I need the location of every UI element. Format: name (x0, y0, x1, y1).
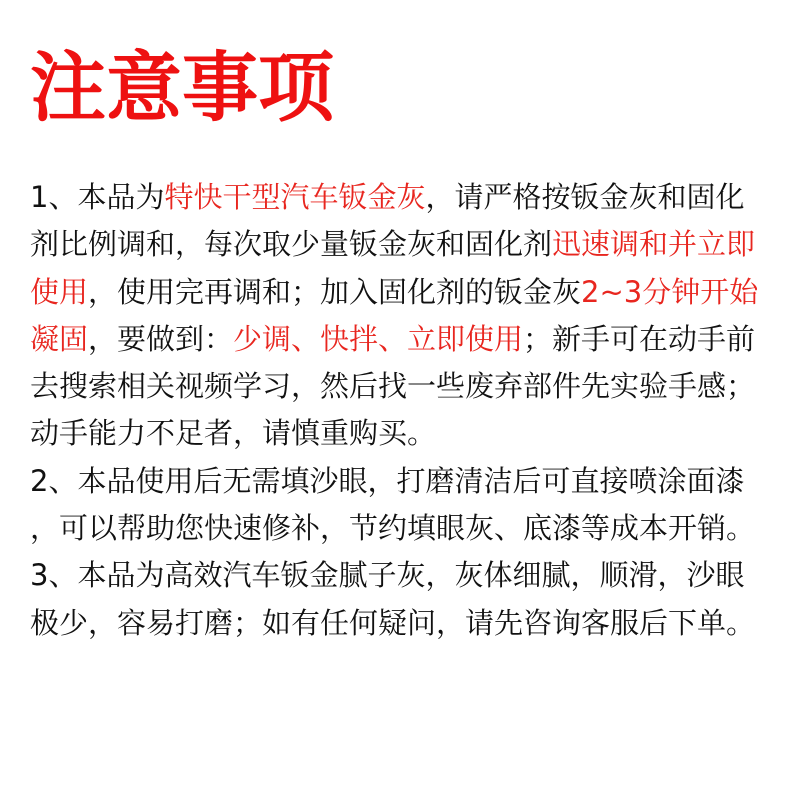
notice-line (30, 458, 780, 505)
notice-body (30, 174, 780, 647)
notice-text: 剂比例调和，每次取少量钣金灰和固化剂 (30, 227, 553, 262)
notice-text: ，可以帮助您快速修补，节约填眼灰、底漆等成本开销。 (30, 511, 756, 546)
notice-line (30, 174, 780, 221)
notice-line (30, 269, 780, 316)
notice-text: 1、本品为 (30, 180, 165, 214)
highlighted-text: 少调、快拌、立即使用 (233, 321, 524, 356)
notice-line (30, 363, 780, 410)
highlighted-text: 特快干型汽车钣金灰 (164, 180, 426, 214)
notice-text: 动手能力不足者，请慎重购买。 (30, 416, 437, 451)
notice-line (30, 316, 780, 363)
notice-line (30, 600, 780, 647)
notice-line (30, 552, 780, 599)
notice-text: 极少，容易打磨；如有任何疑问，请先咨询客服后下单。 (30, 605, 756, 640)
notice-text: 去搜索相关视频学习，然后找一些废弃部件先实验手感； (30, 369, 756, 404)
page-title: 注意事项 (30, 43, 334, 132)
notice-text: ，请严格按钣金灰和固化 (425, 180, 745, 214)
notice-text: 3、本品为高效汽车钣金腻子灰，灰体细腻，顺滑，沙眼 (30, 558, 745, 593)
highlighted-text: 使用 (30, 274, 89, 309)
highlighted-text: 凝固 (30, 321, 89, 356)
highlighted-text: 2~3分钟开始 (581, 274, 759, 309)
notice-line (30, 505, 780, 552)
notice-line (30, 221, 780, 268)
highlighted-text: 迅速调和并立即 (552, 227, 756, 262)
notice-text: ，要做到： (88, 321, 234, 356)
notice-line (30, 410, 780, 457)
notice-text: ；新手可在动手前 (523, 321, 756, 356)
notice-text: ，使用完再调和；加入固化剂的钣金灰 (88, 274, 582, 309)
notice-text: 2、本品使用后无需填沙眼，打磨清洁后可直接喷涂面漆 (30, 463, 745, 498)
